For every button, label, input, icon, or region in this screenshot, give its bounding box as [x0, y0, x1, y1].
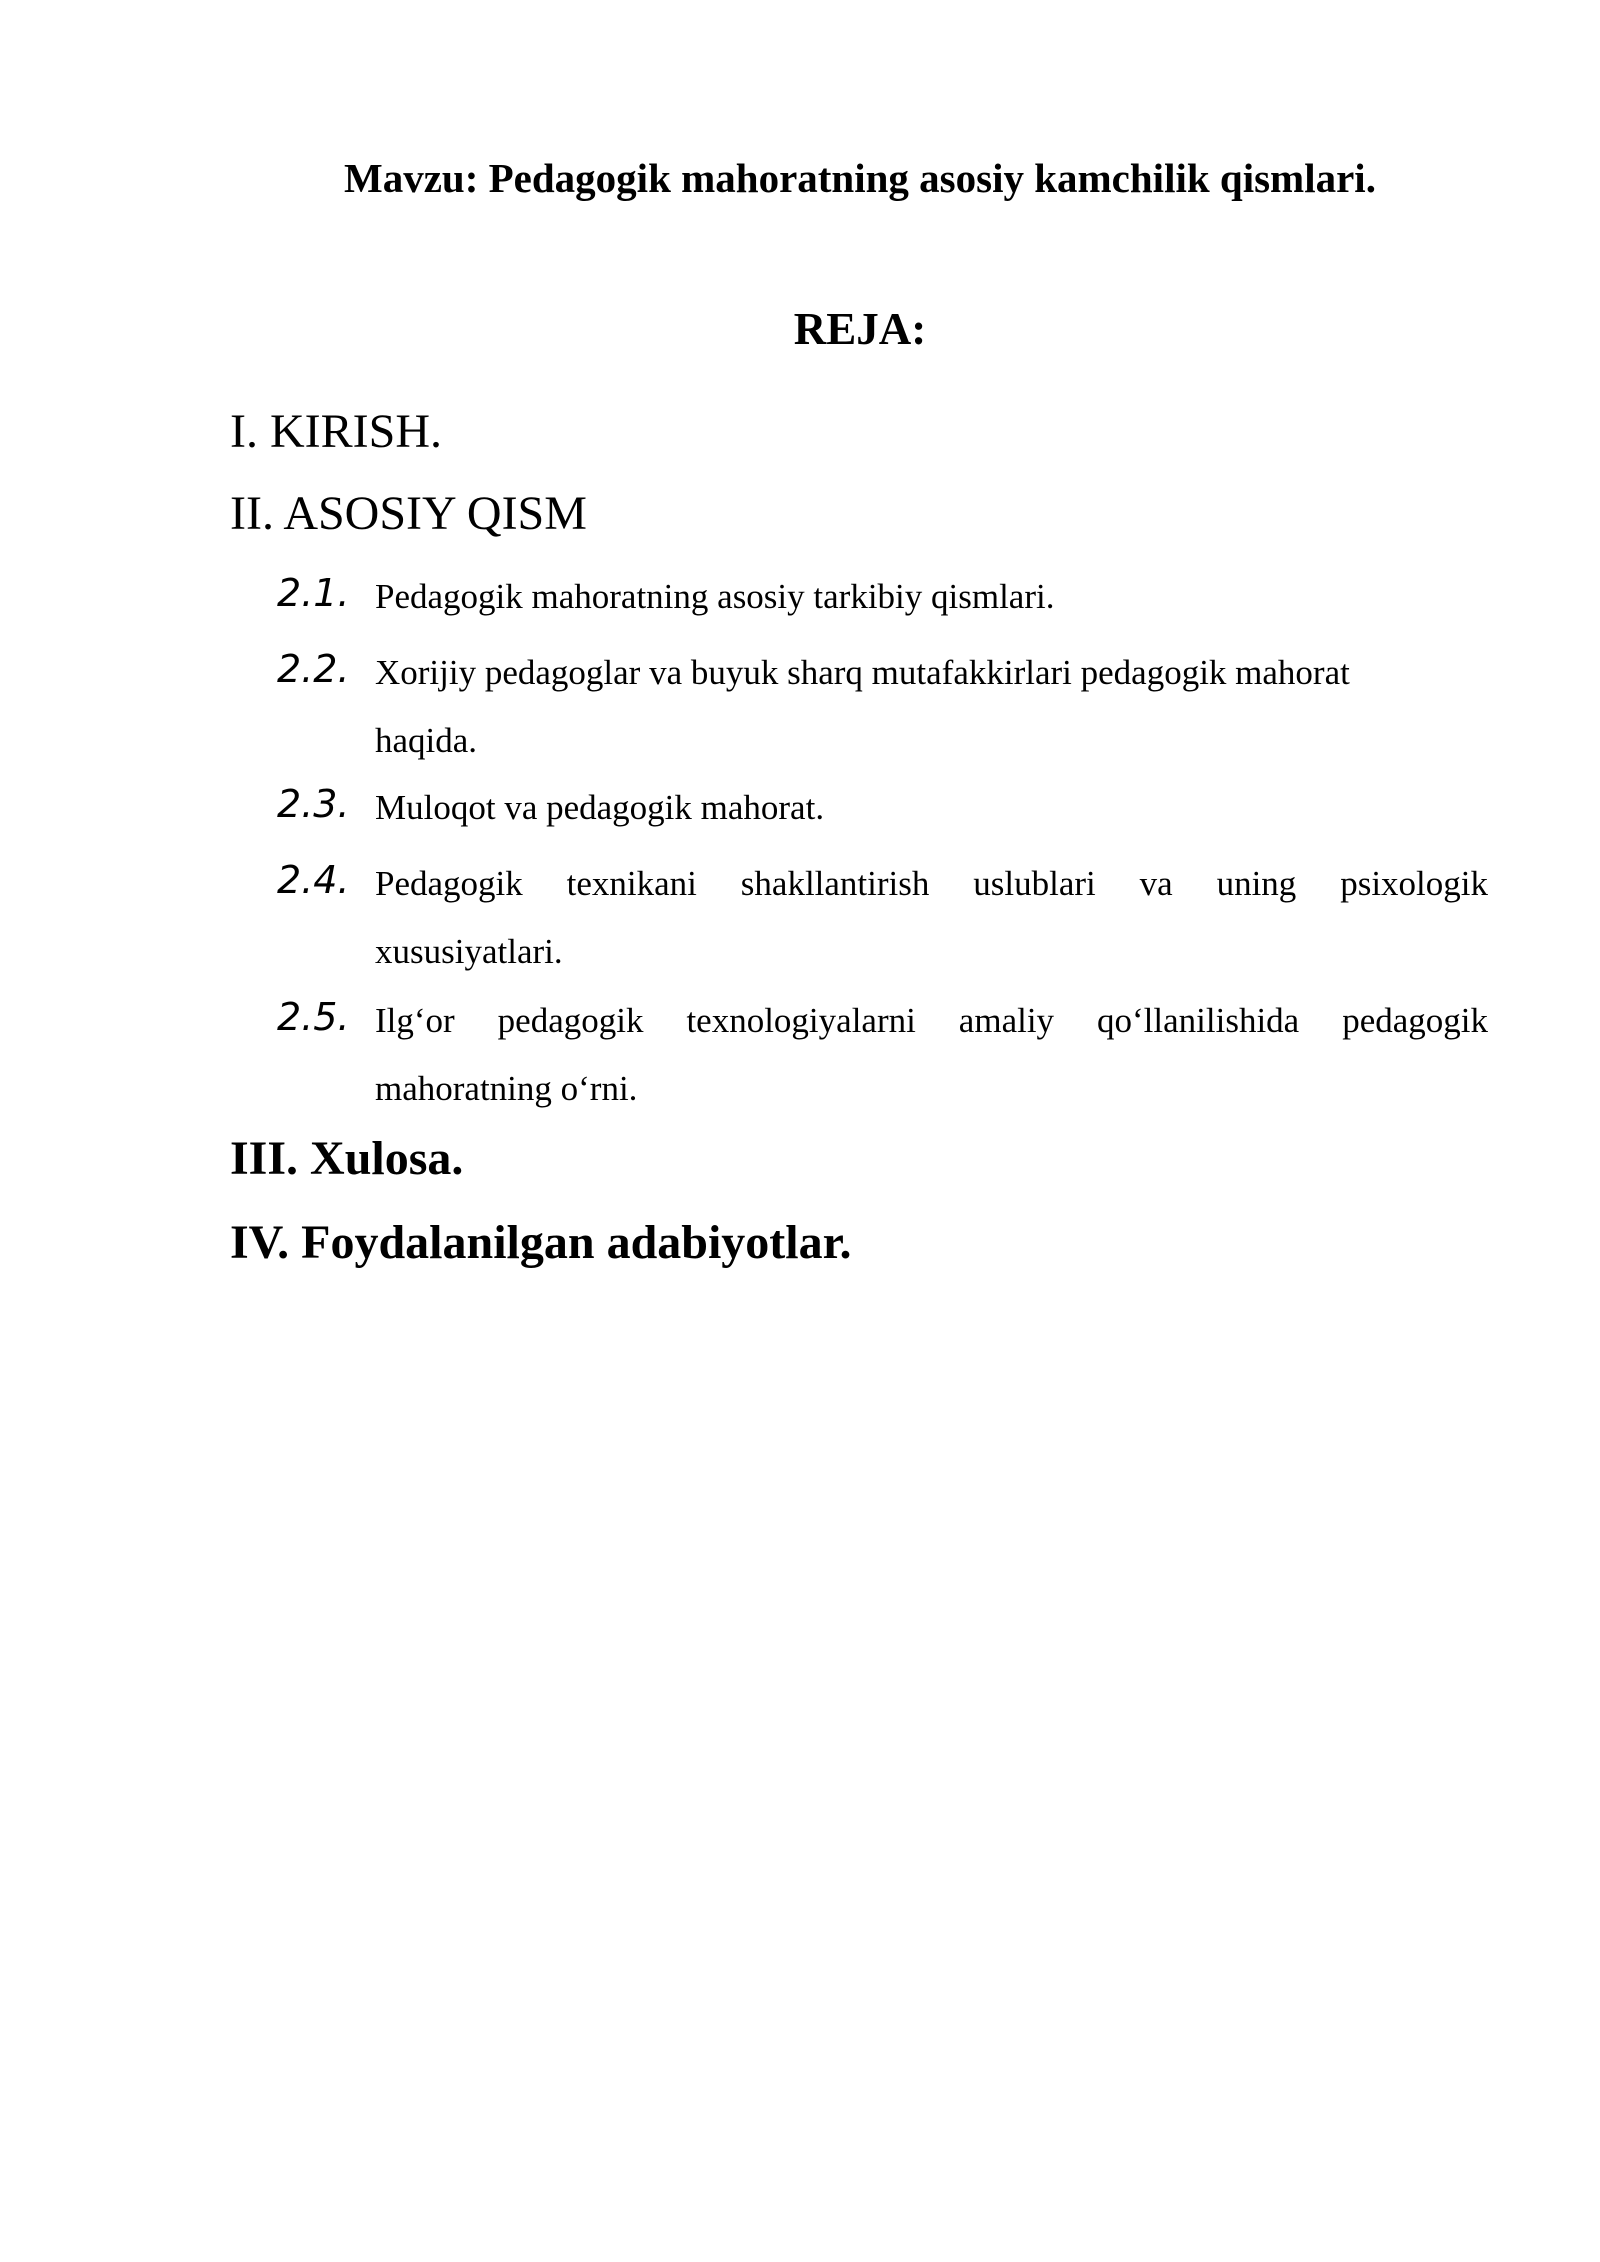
plan-item-text: [375, 563, 1488, 631]
plan-item-text-line: Xorijiy pedagoglar va buyuk sharq mutafakkirlari pedagogik mahorat: [375, 653, 1350, 692]
plan-item-text: [375, 639, 1488, 775]
plan-item-number: 2.3.: [277, 782, 350, 826]
plan-item-text-line: Pedagogik texnikani shakllantirish uslublari va uning psixologik: [375, 864, 1488, 903]
plan-item-text-line: Pedagogik mahoratning asosiy tarkibiy qismlari.: [375, 577, 1055, 616]
section-references: IV. Foydalanilgan adabiyotlar.: [230, 1216, 852, 1269]
section-conclusion: III. Xulosa.: [230, 1132, 464, 1185]
plan-item-text: [375, 774, 1488, 842]
plan-item-text: [375, 850, 1488, 986]
plan-item-number: 2.4.: [277, 858, 350, 902]
plan-item-text-line: haqida.: [375, 721, 478, 760]
plan-item-text-line: Muloqot va pedagogik mahorat.: [375, 788, 825, 827]
plan-item-text-line: mahoratning o‘rni.: [375, 1069, 638, 1108]
plan-item-text-line: Ilg‘or pedagogik texnologiyalarni amaliy qo‘llanilishida pedagogik: [375, 1001, 1488, 1040]
plan-item-number: 2.2.: [277, 647, 350, 691]
plan-item-number: 2.5.: [277, 995, 350, 1039]
plan-item-text: [375, 987, 1488, 1123]
plan-item-text-line: xususiyatlari.: [375, 932, 563, 971]
section-main-part: II. ASOSIY QISM: [230, 487, 587, 540]
section-introduction: I. KIRISH.: [230, 405, 442, 458]
plan-item-number: 2.1.: [277, 571, 350, 615]
plan-heading: REJA:: [793, 304, 927, 354]
document-title: Mavzu: Pedagogik mahoratning asosiy kamchilik qismlari.: [344, 155, 1376, 201]
